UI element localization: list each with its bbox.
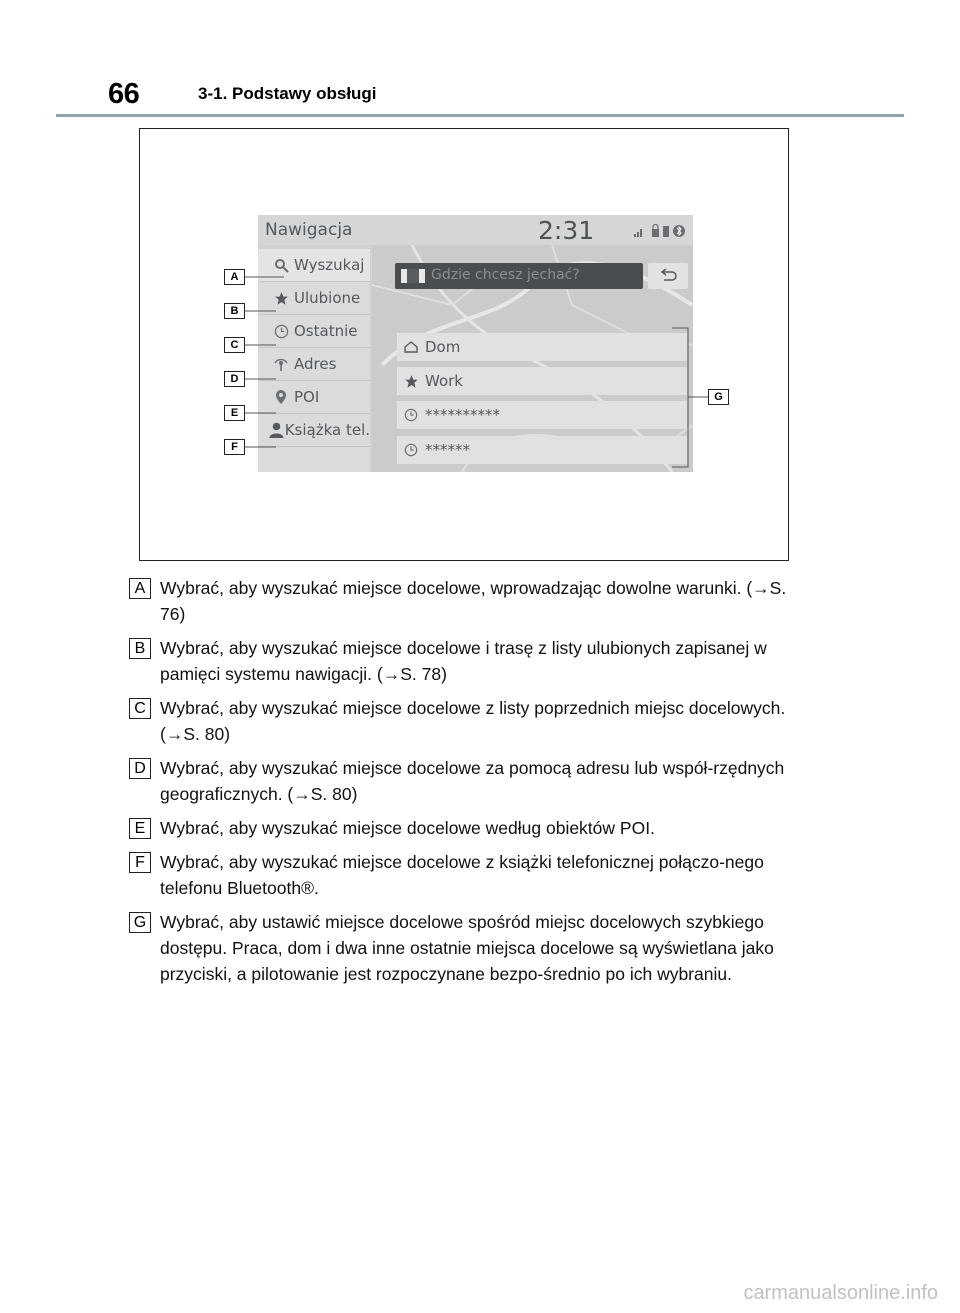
quick-item-label: ****** [425,441,470,459]
description-badge: F [129,852,151,873]
sidebar-item-label: Adres [294,355,337,373]
sidebar-item-label: POI [294,388,320,406]
description-item [129,909,809,987]
description-item [129,755,809,807]
description-badge: D [129,758,151,779]
description-item [129,695,809,747]
description-text: Wybrać, aby wyszukać miejsce docelowe według obiektów POI. [160,818,655,838]
callout-g: G [708,389,729,405]
watermark: carmanualsonline.info [743,1282,938,1304]
description-text: Wybrać, aby wyszukać miejsce docelowe z książki telefonicznej połączo-nego telefonu Bluetooth®. [160,852,764,898]
description-text: Wybrać, aby wyszukać miejsce docelowe z listy poprzednich miejsc docelowych. (→S. 80) [160,698,786,744]
sidebar-item-label: Książka tel. [284,421,370,439]
description-item [129,635,809,687]
quick-item-label: ********** [425,406,500,424]
description-text: Wybrać, aby wyszukać miejsce docelowe, wprowadzając dowolne warunki. (→S. 76) [160,578,787,624]
description-item [129,849,809,901]
description-badge: B [129,638,151,659]
description-badge: C [129,698,151,719]
screen-title: Nawigacja [265,220,353,240]
description-text: Wybrać, aby ustawić miejsce docelowe spośród miejsc docelowych szybkiego dostępu. Praca, dom i dwa inne ostatnie miejsca docelowe są wyświetlana jako przyciski, a pilotowanie jest rozpoczynane bezpo-średnio po ich wybraniu. [160,912,774,984]
search-placeholder: Gdzie chcesz jechać? [431,267,580,283]
quick-item-label: Dom [425,338,461,356]
sidebar-item-label: Ostatnie [294,322,358,340]
description-badge: A [129,578,151,599]
description-text: Wybrać, aby wyszukać miejsce docelowe i trasę z listy ulubionych zapisanej w pamięci systemu nawigacji. (→S. 78) [160,638,767,684]
quick-item-label: Work [425,372,463,390]
page-number: 66 [108,78,140,110]
callout-lines [0,0,960,600]
description-badge: E [129,818,151,839]
callout-a: A [224,269,245,285]
callout-b: B [224,303,245,319]
description-text: Wybrać, aby wyszukać miejsce docelowe za pomocą adresu lub współ-rzędnych geograficznych. (→S. 80) [160,758,785,804]
sidebar-item-label: Wyszukaj [294,256,365,274]
sidebar-item-label: Ulubione [294,289,361,307]
screen-clock: 2:31 [538,216,595,245]
description-list [129,575,809,995]
callout-f: F [224,439,245,455]
description-badge: G [129,912,151,933]
description-item [129,575,809,627]
callout-c: C [224,337,245,353]
description-item [129,815,809,841]
callout-d: D [224,371,245,387]
callout-e: E [224,405,245,421]
section-title: 3-1. Podstawy obsługi [198,84,377,103]
